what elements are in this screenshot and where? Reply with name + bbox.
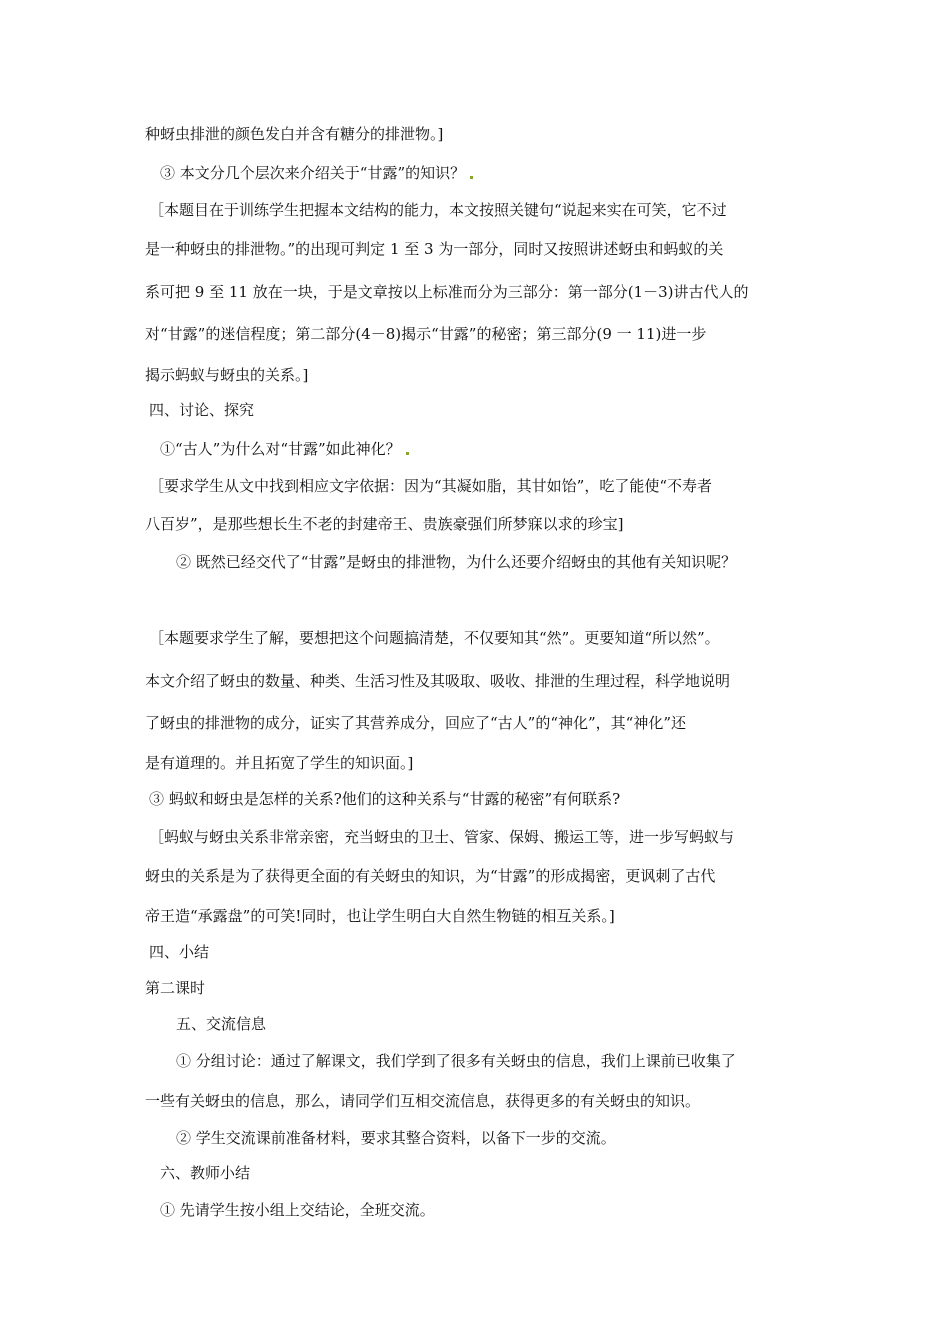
text-line-2-text: ③ 本文分几个层次来介绍关于“甘露”的知识？: [160, 164, 466, 182]
text-line-6: 对“甘露”的迷信程度；第二部分(4－8)揭示“甘露”的秘密；第三部分(9 一 11)进一步: [145, 325, 707, 343]
section-heading-teacher-summary: 六、教师小结: [160, 1164, 251, 1182]
text-line-17: ③ 蚂蚁和蚜虫是怎样的关系?他们的这种关系与“甘露的秘密”有何联系?: [149, 790, 621, 808]
text-line-19: 蚜虫的关系是为了获得更全面的有关蚜虫的知识，为“甘露”的形成揭密，更讽刺了古代: [145, 867, 716, 885]
section-heading-second-lesson: 第二课时: [145, 979, 206, 997]
text-line-16: 是有道理的。并且拓宽了学生的知识面。]: [145, 754, 414, 772]
text-line-1: 种蚜虫排泄的颜色发白并含有糖分的排泄物。]: [145, 125, 444, 143]
section-heading-summary: 四、小结: [149, 943, 210, 961]
text-line-26: ② 学生交流课前准备材料，要求其整合资料，以备下一步的交流。: [176, 1129, 616, 1147]
text-line-28: ① 先请学生按小组上交结论，全班交流。: [160, 1201, 435, 1219]
text-line-25: 一些有关蚜虫的信息，那么，请同学们互相交流信息，获得更多的有关蚜虫的知识。: [145, 1092, 701, 1110]
text-line-18: ［蚂蚁与蚜虫关系非常亲密，充当蚜虫的卫士、管家、保姆、搬运工等，进一步写蚂蚁与: [149, 828, 735, 846]
text-line-24: ① 分组讨论：通过了解课文，我们学到了很多有关蚜虫的信息，我们上课前已收集了: [176, 1052, 736, 1070]
marker-dot-icon: [470, 176, 473, 179]
text-line-20: 帝王造“承露盘”的可笑!同时，也让学生明白大自然生物链的相互关系。]: [145, 907, 615, 925]
text-line-7: 揭示蚂蚁与蚜虫的关系。]: [145, 366, 309, 384]
text-line-11: 八百岁”，是那些想长生不老的封建帝王、贵族豪强们所梦寐以求的珍宝]: [145, 515, 624, 533]
text-line-14: 本文介绍了蚜虫的数量、种类、生活习性及其吸取、吸收、排泄的生理过程，科学地说明: [145, 672, 731, 690]
text-line-9: [160, 439, 409, 459]
text-line-10: ［要求学生从文中找到相应文字依据：因为“其凝如脂，其甘如饴”，吃了能使“不寿者: [149, 477, 713, 495]
text-line-3: ［本题目在于训练学生把握本文结构的能力，本文按照关键句“说起来实在可笑，它不过: [149, 201, 727, 219]
text-line-2: [160, 163, 473, 183]
section-heading-discussion: 四、讨论、探究: [149, 401, 255, 419]
text-line-5: 系可把 9 至 11 放在一块，于是文章按以上标准而分为三部分：第一部分(1－3)讲古代人的: [145, 283, 749, 301]
marker-dot-icon: [406, 452, 409, 455]
text-line-13: ［本题要求学生了解，要想把这个问题搞清楚，不仅要知其“然”。更要知道“所以然”。: [149, 629, 720, 647]
text-line-15: 了蚜虫的排泄物的成分，证实了其营养成分，回应了“古人”的“神化”，其“神化”还: [145, 714, 687, 732]
text-line-12: ② 既然已经交代了“甘露”是蚜虫的排泄物，为什么还要介绍蚜虫的其他有关知识呢？: [176, 553, 737, 571]
text-line-4: 是一种蚜虫的排泄物。”的出现可判定 1 至 3 为一部分，同时又按照讲述蚜虫和蚂蚁的关: [145, 240, 724, 258]
section-heading-exchange: 五、交流信息: [176, 1015, 267, 1033]
text-line-9-text: ①“古人”为什么对“甘露”如此神化？: [160, 440, 401, 458]
